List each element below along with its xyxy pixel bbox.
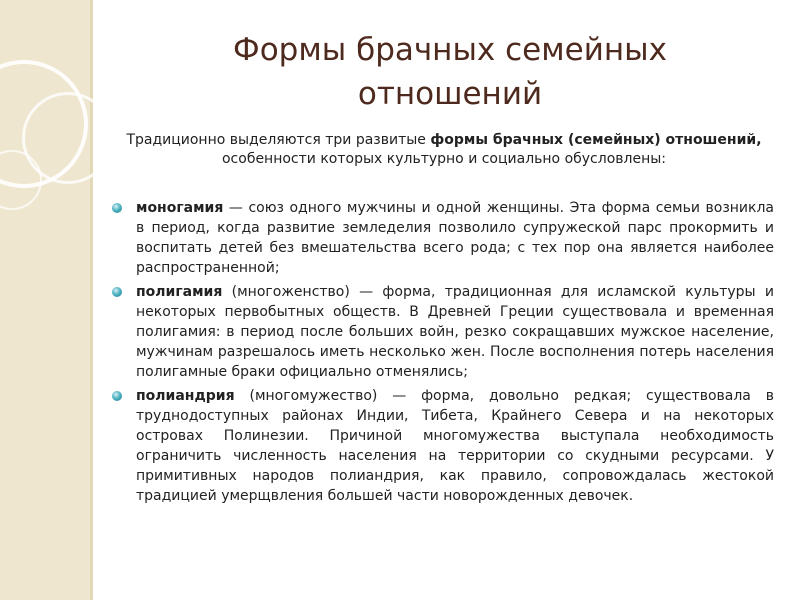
term-polyandry: полиандрия <box>136 388 235 404</box>
slide-title-line-1: Формы брачных семейных <box>233 32 667 68</box>
slide-title-line-2: отношений <box>357 76 543 112</box>
description-monogamy: — союз одного мужчины и одной женщины. Эта форма семьи возникла в период, когда развитие земледелия позволило супружеской парс прокормить и воспитать детей без вмешательства всего рода; с тех пор она является наиболее распространенной; <box>136 200 774 276</box>
term-polygamy: полигамия <box>136 284 223 300</box>
bullet-icon <box>112 391 122 401</box>
intro-prefix: Традиционно выделяются три развитые <box>126 132 431 148</box>
forms-list <box>110 198 774 510</box>
term-monogamy: моногамия <box>136 200 224 216</box>
bullet-icon <box>112 203 122 213</box>
left-band-edge <box>90 0 93 600</box>
description-polyandry: (многомужество) — форма, довольно редкая; существовала в труднодоступных районах Индии, Тибета, Крайнего Севера и на некоторых островах Полинезии. Причиной многомужества выступала необходимость ограничить численность населения на территории со скудными ресурсами. У примитивных народов полиандрия, как правило, сопровождалась жестокой традицией умерщвления большей части новорожденных девочек. <box>136 388 774 504</box>
list-item-polyandry <box>110 386 774 506</box>
slide-title <box>110 28 790 116</box>
description-polygamy: (многоженство) — форма, традиционная для исламской культуры и некоторых первобытных обществ. В Древней Греции существовала и временная полигамия: в период после больших войн, резко сокращавших мужское население, мужчинам разрешалось иметь несколько жен. После восполнения потерь населения полигамные браки официально отменялись; <box>136 284 774 380</box>
list-item-polygamy <box>110 282 774 382</box>
list-item-monogamy <box>110 198 774 278</box>
bullet-icon <box>112 287 122 297</box>
intro-paragraph <box>118 131 770 169</box>
intro-suffix: особенности которых культурно и социально обусловлены: <box>221 151 667 167</box>
intro-bold: формы брачных (семейных) отношений, <box>430 132 762 148</box>
